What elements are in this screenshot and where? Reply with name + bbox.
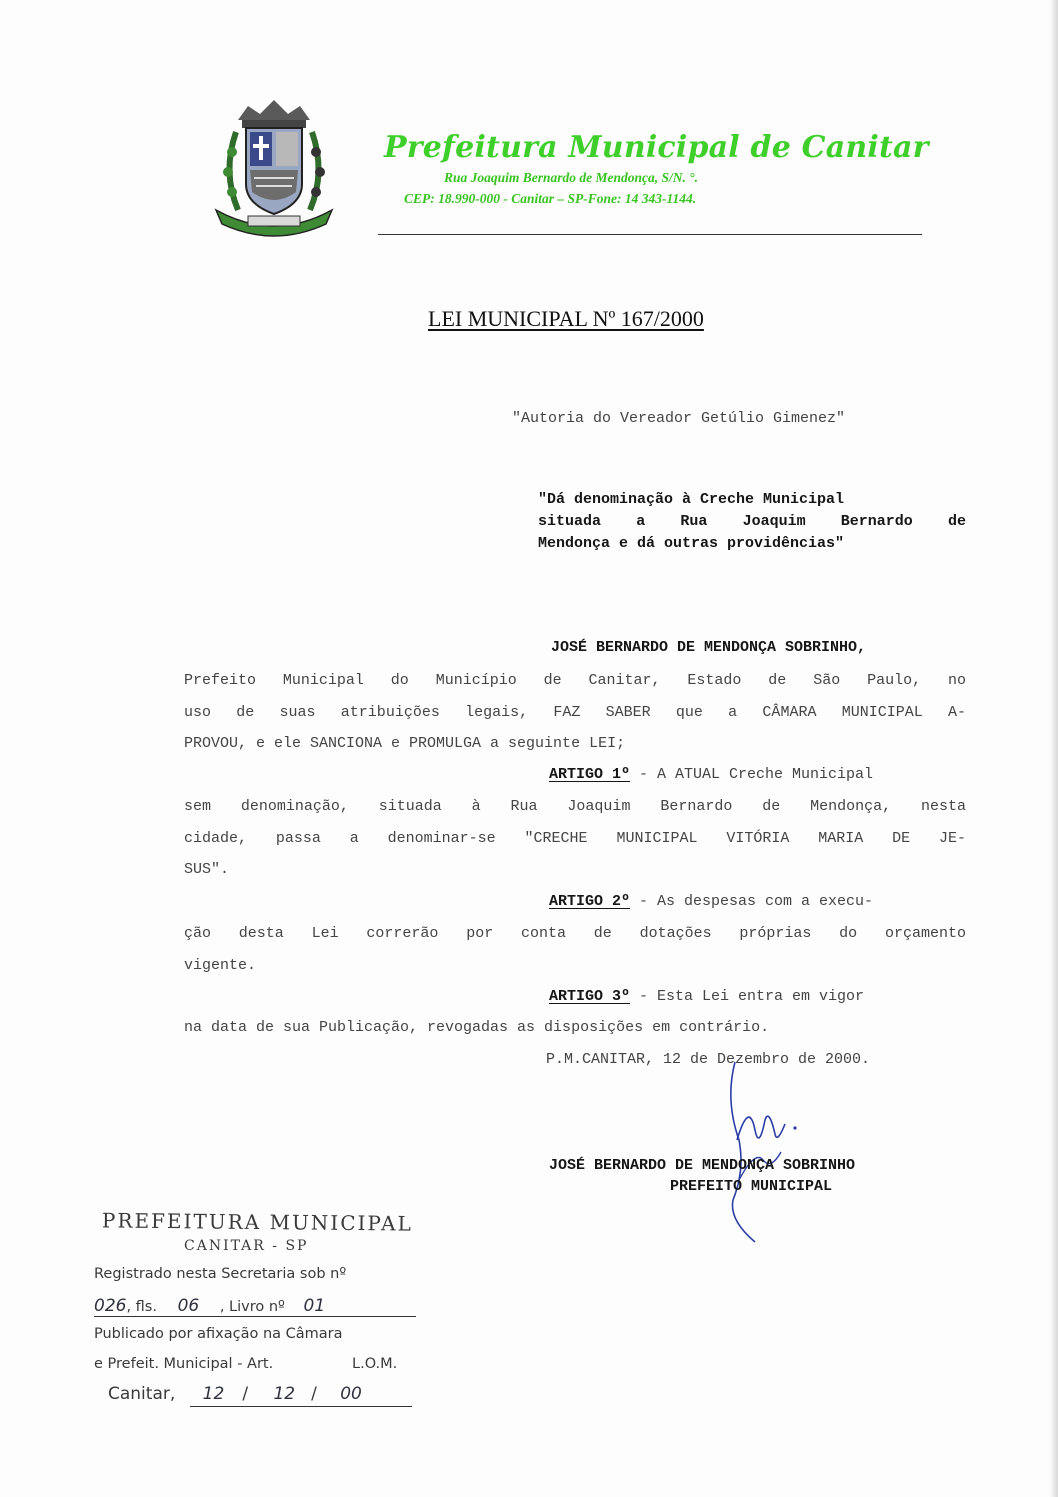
body-line: na data de sua Publicação, revogadas as disposições em contrário. — [184, 1019, 770, 1036]
body-line: cidade, passa a denominar-se "CRECHE MUNICIPAL VITÓRIA MARIA DE JE- — [184, 830, 966, 847]
summary-line: "Dá denominação à Creche Municipal — [538, 491, 845, 508]
stamp-date-month: 12 — [273, 1384, 296, 1404]
stamp-line-4-left: e Prefeit. Municipal - Art. — [94, 1356, 274, 1372]
article-1-first: - A ATUAL Creche Municipal — [630, 766, 874, 783]
body-line: uso de suas atribuições legais, FAZ SABER que a CÂMARA MUNICIPAL A- — [184, 704, 966, 721]
stamp-line-3: Publicado por afixação na Câmara — [94, 1326, 343, 1342]
body-line: PROVOU, e ele SANCIONA e PROMULGA a seguinte LEI; — [184, 735, 626, 752]
stamp-line-2 — [94, 1296, 424, 1316]
article-2-first: - As despesas com a execu- — [630, 893, 874, 910]
signatory-name: JOSÉ BERNARDO DE MENDONÇA SOBRINHO — [549, 1157, 856, 1174]
authorship-line: "Autoria do Vereador Getúlio Gimenez" — [512, 410, 846, 427]
article-3-label: ARTIGO 3º — [549, 988, 631, 1005]
article-2-label: ARTIGO 2º — [549, 893, 631, 910]
article-1-heading — [549, 766, 873, 783]
article-2-heading — [549, 893, 873, 910]
place-date: P.M.CANITAR, 12 de Dezembro de 2000. — [546, 1051, 871, 1068]
header-divider — [378, 234, 922, 235]
header-address: Rua Joaquim Bernardo de Mendonça, S/N. °. — [444, 170, 699, 185]
summary-line: Mendonça e dá outras providências" — [538, 535, 845, 552]
summary-line: situada a Rua Joaquim Bernardo de — [538, 513, 966, 530]
stamp-date-year: 00 — [340, 1384, 362, 1404]
body-line: ção desta Lei correrão por conta de dotações próprias do orçamento — [184, 925, 966, 942]
page-edge — [1050, 0, 1058, 1497]
stamp-livro-label: , Livro nº — [219, 1299, 285, 1315]
registration-stamp — [88, 1210, 428, 1410]
stamp-line-1: Registrado nesta Secretaria sob nº — [94, 1266, 347, 1282]
body-line: sem denominação, situada à Rua Joaquim Bernardo de Mendonça, nesta — [184, 798, 966, 815]
stamp-date-day: 12 — [202, 1384, 225, 1404]
body-line: SUS". — [184, 861, 230, 878]
stamp-date-label: Canitar, — [108, 1384, 176, 1404]
stamp-underline — [94, 1316, 416, 1317]
law-title: LEI MUNICIPAL Nº 167/2000 — [428, 306, 704, 331]
article-3-heading — [549, 988, 864, 1005]
handwritten-signature-icon — [715, 1060, 805, 1250]
mayor-name-intro: JOSÉ BERNARDO DE MENDONÇA SOBRINHO, — [551, 639, 867, 656]
stamp-title: PREFEITURA MUNICIPAL — [101, 1208, 413, 1236]
stamp-livro-value: 01 — [303, 1296, 326, 1316]
header-contact: CEP: 18.990-000 - Canitar – SP-Fone: 14 343-1144. — [404, 191, 697, 206]
stamp-subtitle: CANITAR - SP — [184, 1238, 309, 1254]
stamp-date-underline — [190, 1406, 412, 1407]
stamp-date-row: Canitar, 12 / 12 / 00 — [108, 1384, 362, 1404]
body-line: Prefeito Municipal do Município de Canitar, Estado de São Paulo, no — [184, 672, 966, 689]
body-line: vigente. — [184, 957, 257, 974]
article-1-label: ARTIGO 1º — [549, 766, 631, 783]
stamp-reg-number: 026 — [94, 1296, 127, 1316]
stamp-fls-value: 06 — [177, 1296, 200, 1316]
signatory-role: PREFEITO MUNICIPAL — [670, 1178, 833, 1195]
article-3-first: - Esta Lei entra em vigor — [630, 988, 865, 1005]
stamp-line-4-right: L.O.M. — [352, 1356, 398, 1372]
header-title: Prefeitura Municipal de Canitar — [384, 130, 929, 165]
stamp-fls-label: , fls. — [126, 1299, 157, 1315]
municipal-coat-of-arms-icon — [208, 92, 340, 242]
